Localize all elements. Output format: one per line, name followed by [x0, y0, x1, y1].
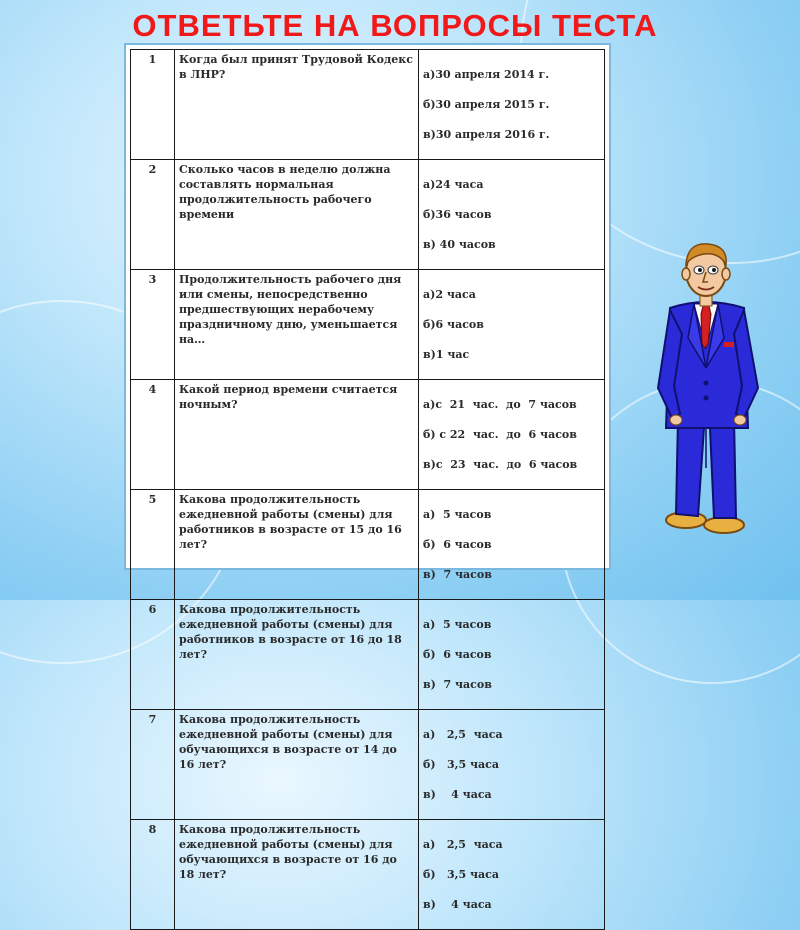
question-number: 6 [131, 600, 175, 710]
answer-options [419, 380, 605, 490]
answer-option: в)1 час [423, 348, 470, 361]
answer-option: б) 6 часов [423, 648, 492, 661]
answer-option: а)2 часа [423, 288, 476, 301]
question-text: Когда был принят Трудовой Кодекс в ЛНР? [175, 50, 419, 160]
question-number: 3 [131, 270, 175, 380]
answer-option: в)30 апреля 2016 г. [423, 128, 550, 141]
answer-option: б) 3,5 часа [423, 868, 500, 881]
answer-option: в) 4 часа [423, 788, 492, 801]
answer-option: б)36 часов [423, 208, 492, 221]
answer-option: а) 2,5 часа [423, 838, 503, 851]
quiz-row [131, 380, 605, 490]
quiz-row [131, 160, 605, 270]
quiz-row [131, 600, 605, 710]
answer-option: в)с 23 час. до 6 часов [423, 458, 578, 471]
quiz-row [131, 270, 605, 380]
answer-option: б) 3,5 часа [423, 758, 500, 771]
answer-option: а) 5 часов [423, 618, 492, 631]
answer-option: а)30 апреля 2014 г. [423, 68, 550, 81]
slide-title: ОТВЕТЬТЕ НА ВОПРОСЫ ТЕСТА [132, 8, 658, 43]
question-number: 2 [131, 160, 175, 270]
question-number: 5 [131, 490, 175, 600]
answer-options [419, 50, 605, 160]
cartoon-teacher-figure [648, 238, 768, 538]
quiz-row [131, 490, 605, 600]
question-number: 4 [131, 380, 175, 490]
answer-option: а)с 21 час. до 7 часов [423, 398, 577, 411]
answer-option: б)30 апреля 2015 г. [423, 98, 550, 111]
question-text: Продолжительность рабочего дня или смены, непосредственно предшествующих нерабочему праздничному дню, уменьшается на… [175, 270, 419, 380]
answer-options [419, 490, 605, 600]
quiz-row [131, 820, 605, 930]
answer-option: в) 7 часов [423, 568, 492, 581]
question-text: Какой период времени считается ночным? [175, 380, 419, 490]
quiz-row [131, 710, 605, 820]
answer-option: а)24 часа [423, 178, 484, 191]
answer-option: б) 6 часов [423, 538, 492, 551]
quiz-table [130, 49, 605, 930]
quiz-table-frame [124, 43, 611, 911]
question-text: Какова продолжительность ежедневной работы (смены) для обучающихся в возрасте от 14 до 16 лет? [175, 710, 419, 820]
answer-option: в) 7 часов [423, 678, 492, 691]
quiz-row [131, 50, 605, 160]
question-number: 8 [131, 820, 175, 930]
answer-option: в) 40 часов [423, 238, 496, 251]
answer-options [419, 820, 605, 930]
question-text: Какова продолжительность ежедневной работы (смены) для работников в возрасте от 16 до 18 лет? [175, 600, 419, 710]
question-text: Сколько часов в неделю должна составлять нормальная продолжительность рабочего времени [175, 160, 419, 270]
question-text: Какова продолжительность ежедневной работы (смены) для обучающихся в возрасте от 16 до 18 лет? [175, 820, 419, 930]
answer-option: в) 4 часа [423, 898, 492, 911]
answer-option: б) с 22 час. до 6 часов [423, 428, 577, 441]
answer-options [419, 270, 605, 380]
question-number: 1 [131, 50, 175, 160]
question-text: Какова продолжительность ежедневной работы (смены) для работников в возрасте от 15 до 16 лет? [175, 490, 419, 600]
answer-option: а) 5 часов [423, 508, 492, 521]
answer-options [419, 710, 605, 820]
answer-options [419, 600, 605, 710]
answer-option: а) 2,5 часа [423, 728, 503, 741]
answer-options [419, 160, 605, 270]
answer-option: б)6 часов [423, 318, 484, 331]
question-number: 7 [131, 710, 175, 820]
